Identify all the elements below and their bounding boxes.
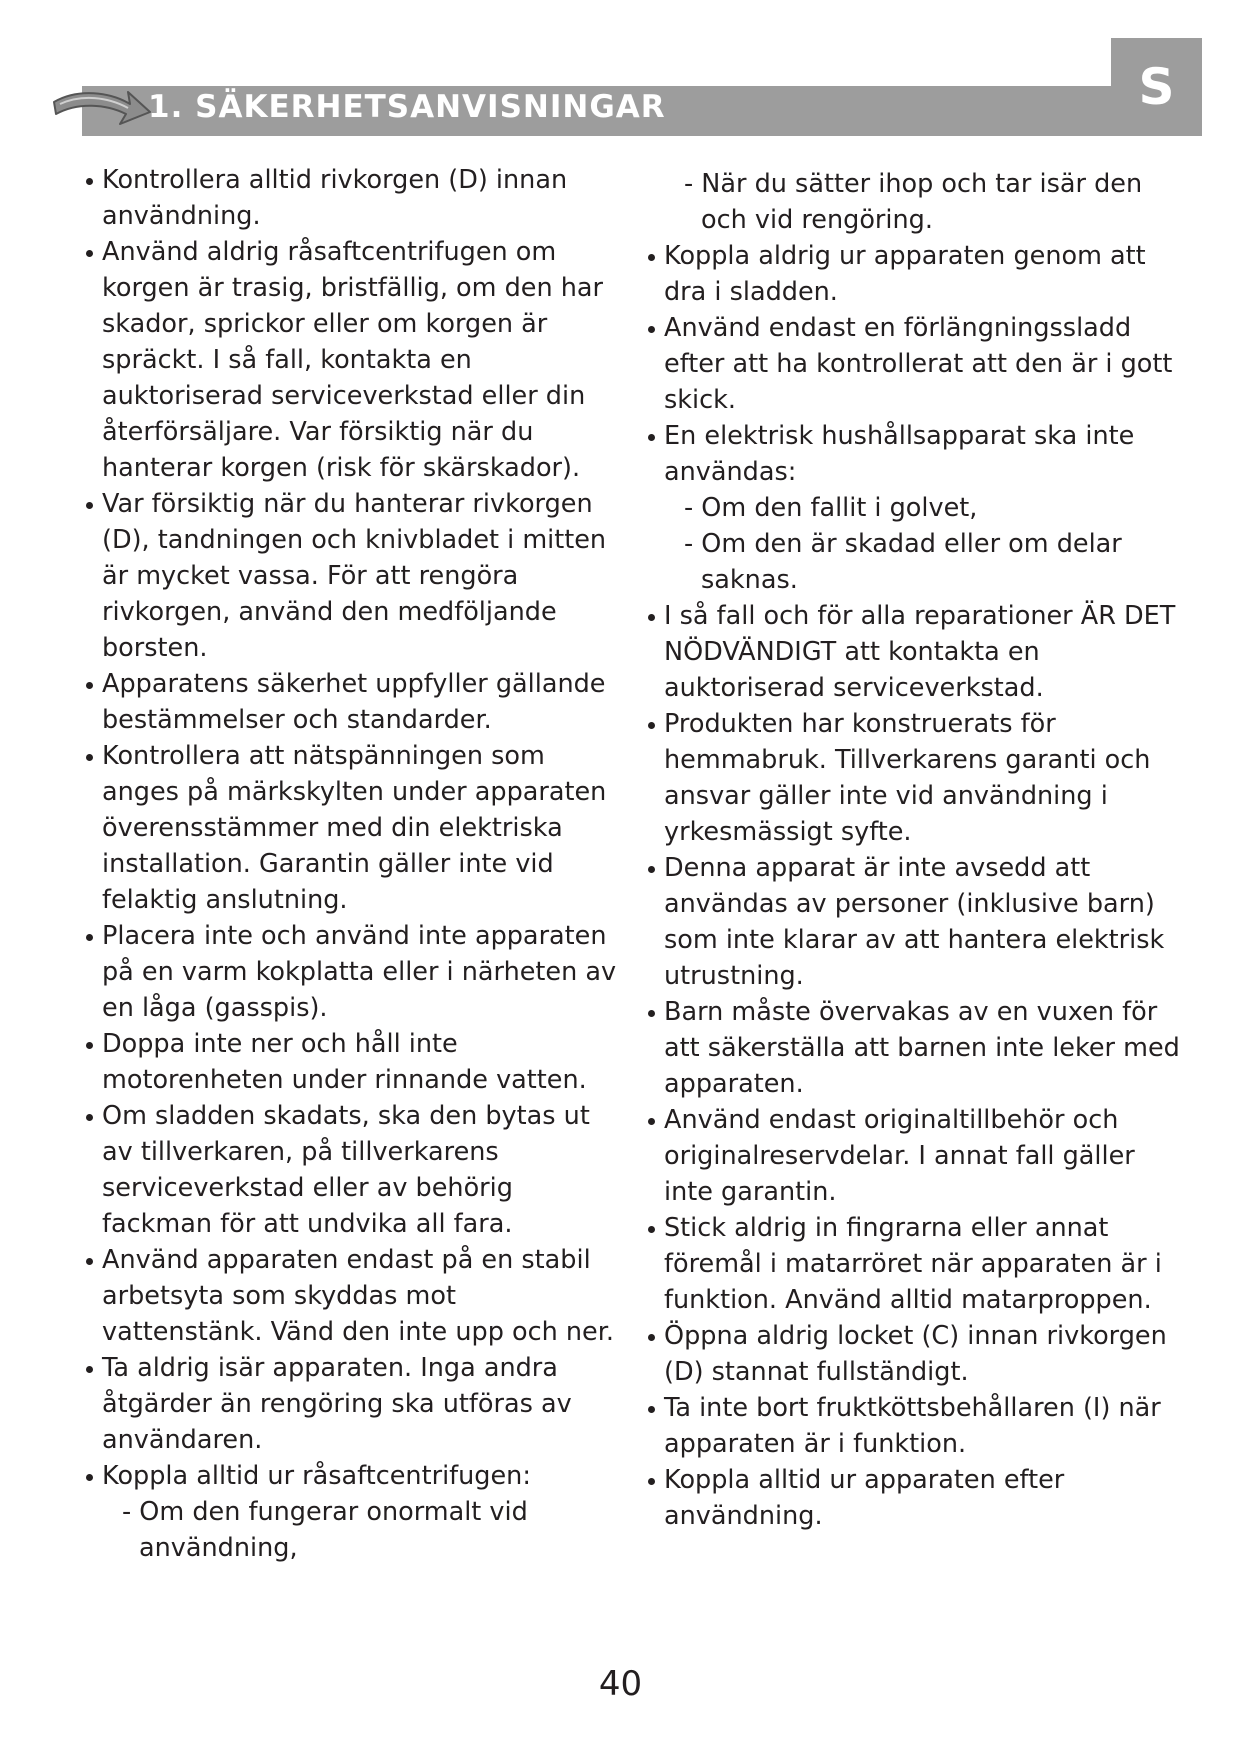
- safety-instruction: Använd apparaten endast på en stabil arbetsyta som skyddas mot vattenstänk. Vänd den inte upp och ner.: [82, 1242, 622, 1350]
- safety-instruction: Produkten har konstruerats för hemmabruk. Tillverkarens garanti och ansvar gäller inte vid användning i yrkesmässigt syfte.: [644, 706, 1184, 850]
- safety-instruction: Var försiktig när du hanterar rivkorgen (D), tandningen och knivbladet i mitten är mycket vassa. För att rengöra rivkorgen, använd den medföljande borsten.: [82, 486, 622, 666]
- safety-instruction: Kontrollera att nätspänningen som anges på märkskylten under apparaten överensstämmer med din elektriska installation. Garantin gäller inte vid felaktig anslutning.: [82, 738, 622, 918]
- section-title: 1. SÄKERHETSANVISNINGAR: [148, 89, 666, 125]
- safety-instruction: Doppa inte ner och håll inte motorenheten under rinnande vatten.: [82, 1026, 622, 1098]
- safety-instruction: En elektrisk hushållsapparat ska inte användas:: [644, 418, 1184, 490]
- safety-instruction: Använd aldrig råsaftcentrifugen om korgen är trasig, bristfällig, om den har skador, sprickor eller om korgen är spräckt. I så fall, kontakta en auktoriserad serviceverkstad eller din återförsäljare. Var försiktig när du hanterar korgen (risk för skärskador).: [82, 234, 622, 486]
- safety-instruction: Barn måste övervakas av en vuxen för att säkerställa att barnen inte leker med apparaten.: [644, 994, 1184, 1102]
- safety-instruction: I så fall och för alla reparationer ÄR DET NÖDVÄNDIGT att kontakta en auktoriserad serviceverkstad.: [644, 598, 1184, 706]
- safety-instruction: Koppla alltid ur råsaftcentrifugen:: [82, 1458, 622, 1494]
- safety-instruction: Apparatens säkerhet uppfyller gällande bestämmelser och standarder.: [82, 666, 622, 738]
- right-column: [644, 166, 1184, 1534]
- left-column: [82, 162, 622, 1566]
- safety-instruction: Kontrollera alltid rivkorgen (D) innan användning.: [82, 162, 622, 234]
- safety-instruction: Stick aldrig in fingrarna eller annat föremål i matarröret när apparaten är i funktion. Använd alltid matarproppen.: [644, 1210, 1184, 1318]
- safety-instruction: Om sladden skadats, ska den bytas ut av tillverkaren, på tillverkarens serviceverkstad eller av behörig fackman för att undvika all fara.: [82, 1098, 622, 1242]
- safety-sub-instruction: - Om den fungerar onormalt vid användning,: [122, 1497, 528, 1563]
- safety-instruction: Ta aldrig isär apparaten. Inga andra åtgärder än rengöring ska utföras av användaren.: [82, 1350, 622, 1458]
- safety-instruction: Använd endast en förlängningssladd efter att ha kontrollerat att den är i gott skick.: [644, 310, 1184, 418]
- page-number: 40: [598, 1664, 643, 1704]
- safety-sub-instruction: - Om den fallit i golvet,: [684, 493, 978, 523]
- safety-instruction: Öppna aldrig locket (C) innan rivkorgen (D) stannat fullständigt.: [644, 1318, 1184, 1390]
- safety-sub-instruction: - Om den är skadad eller om delar saknas.: [684, 529, 1122, 595]
- safety-instruction: Koppla alltid ur apparaten efter användning.: [644, 1462, 1184, 1534]
- language-tab: S: [1111, 38, 1202, 136]
- safety-instruction: Ta inte bort fruktköttsbehållaren (I) när apparaten är i funktion.: [644, 1390, 1184, 1462]
- safety-instruction: Använd endast originaltillbehör och originalreservdelar. I annat fall gäller inte garantin.: [644, 1102, 1184, 1210]
- safety-instruction: Placera inte och använd inte apparaten på en varm kokplatta eller i närheten av en låga (gasspis).: [82, 918, 622, 1026]
- safety-instruction: Denna apparat är inte avsedd att användas av personer (inklusive barn) som inte klarar av att hantera elektrisk utrustning.: [644, 850, 1184, 994]
- safety-sub-instruction: - När du sätter ihop och tar isär den och vid rengöring.: [684, 169, 1143, 235]
- arrow-icon: [48, 80, 153, 136]
- safety-instruction: Koppla aldrig ur apparaten genom att dra i sladden.: [644, 238, 1184, 310]
